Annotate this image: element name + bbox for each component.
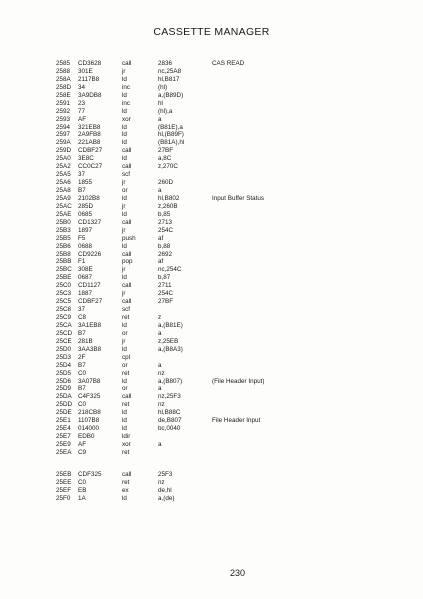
hex-bytes-cell: C0 (78, 401, 87, 409)
operand-cell: (B81E),a (158, 123, 183, 131)
listing-row (56, 116, 386, 124)
listing-row (56, 92, 386, 100)
operand-cell: nc,254C (158, 266, 182, 274)
hex-bytes-cell: 3A07B8 (78, 377, 101, 385)
hex-bytes-cell: 285D (78, 202, 94, 210)
operand-cell: 254C (158, 226, 174, 234)
mnemonic-cell: ld (122, 377, 127, 385)
listing-row (56, 179, 386, 187)
address-cell: 259D (56, 147, 72, 155)
hex-bytes-cell: CC0C27 (78, 163, 103, 171)
listing-row (56, 235, 386, 243)
address-cell: 25A6 (56, 179, 71, 187)
hex-bytes-cell: C0 (78, 478, 87, 486)
operand-cell: hl,B802 (158, 194, 180, 202)
mnemonic-cell: pop (122, 258, 133, 266)
hex-bytes-cell: 3A1EB8 (78, 321, 102, 329)
hex-bytes-cell: CD9226 (78, 250, 102, 258)
address-cell: 25EE (56, 478, 72, 486)
operand-cell: b,85 (158, 210, 171, 218)
hex-bytes-cell: 0688 (78, 242, 93, 250)
hex-bytes-cell: 1855 (78, 179, 93, 187)
mnemonic-cell: ld (122, 139, 127, 147)
operand-cell: nc,25A8 (158, 67, 182, 75)
address-cell: 258D (56, 83, 72, 91)
mnemonic-cell: ld (122, 345, 127, 353)
hex-bytes-cell: 281B (78, 337, 93, 345)
hex-bytes-cell: CDBF27 (78, 298, 103, 306)
address-cell: 25CE (56, 337, 72, 345)
listing-row (56, 471, 386, 479)
hex-bytes-cell: 37 (78, 171, 86, 179)
hex-bytes-cell: CDBF27 (78, 147, 103, 155)
hex-bytes-cell: CDF325 (78, 470, 102, 478)
operand-cell: a,(de) (158, 494, 175, 502)
listing-row (56, 274, 386, 282)
address-cell: 25D9 (56, 385, 72, 393)
listing-row (56, 84, 386, 92)
address-cell: 25C0 (56, 282, 72, 290)
address-cell: 25AC (56, 202, 72, 210)
mnemonic-cell: or (122, 187, 128, 194)
mnemonic-cell: inc (122, 83, 131, 91)
page-header: CASSETTE MANAGER (153, 26, 270, 38)
operand-cell: nz (158, 401, 165, 409)
operand-cell: 27BF (158, 298, 174, 306)
mnemonic-cell: xor (122, 115, 131, 123)
listing-gap (56, 457, 386, 471)
address-cell: 2588 (56, 67, 71, 75)
address-cell: 25B6 (56, 242, 71, 250)
address-cell: 25BB (56, 258, 72, 266)
hex-bytes-cell: F5 (78, 234, 86, 242)
hex-bytes-cell: 3A9DB8 (78, 91, 102, 99)
mnemonic-cell: ret (122, 478, 130, 486)
address-cell: 25D5 (56, 369, 72, 377)
operand-cell: a,(B89D) (158, 91, 184, 99)
page-number: 230 (230, 568, 246, 578)
comment-cell: File Header Input (212, 417, 261, 425)
address-cell: 258E (56, 91, 71, 99)
mnemonic-cell: push (122, 234, 136, 242)
operand-cell: a,(B807) (158, 377, 183, 385)
hex-bytes-cell: 0685 (78, 210, 93, 218)
address-cell: 25DA (56, 393, 72, 401)
address-cell: 25A2 (56, 163, 71, 171)
hex-bytes-cell: AF (78, 441, 87, 448)
disassembly-listing (56, 60, 386, 503)
mnemonic-cell: ret (122, 448, 130, 456)
hex-bytes-cell: 2A9FB8 (78, 131, 101, 139)
hex-bytes-cell: 218CB8 (78, 409, 101, 417)
mnemonic-cell: ld (122, 155, 127, 163)
listing-row (56, 479, 386, 487)
address-cell: 25CA (56, 321, 72, 329)
listing-row (56, 354, 386, 362)
hex-bytes-cell: 301E (78, 67, 93, 75)
hex-bytes-cell: 3AA3B8 (78, 345, 102, 353)
listing-row (56, 243, 386, 251)
mnemonic-cell: ld (122, 210, 127, 218)
listing-row (56, 195, 386, 203)
listing-row (56, 251, 386, 259)
address-cell: 25A0 (56, 155, 71, 163)
hex-bytes-cell: 3E8C (78, 155, 94, 163)
listing-row (56, 187, 386, 195)
listing-row (56, 314, 386, 322)
listing-row (56, 370, 386, 378)
address-cell: 25F0 (56, 494, 71, 502)
operand-cell: 27BF (158, 147, 174, 155)
mnemonic-cell: or (122, 385, 128, 393)
mnemonic-cell: ret (122, 369, 130, 377)
operand-cell: a (158, 115, 162, 123)
listing-row (56, 171, 386, 179)
address-cell: 2585 (56, 60, 71, 67)
operand-cell: 25F3 (158, 470, 173, 478)
address-cell: 25B0 (56, 218, 71, 226)
address-cell: 25A9 (56, 194, 71, 202)
listing-row (56, 76, 386, 84)
hex-bytes-cell: EDB0 (78, 433, 95, 441)
listing-row (56, 124, 386, 132)
operand-cell: af (158, 258, 164, 266)
mnemonic-cell: call (122, 393, 132, 401)
hex-bytes-cell: 308E (78, 266, 93, 274)
hex-bytes-cell: 1887 (78, 290, 93, 298)
operand-cell: nz (158, 478, 165, 486)
listing-row (56, 495, 386, 503)
mnemonic-cell: jr (122, 67, 126, 75)
hex-bytes-cell: B7 (78, 361, 86, 369)
operand-cell: b,88 (158, 242, 171, 250)
listing-row (56, 409, 386, 417)
mnemonic-cell: ld (122, 75, 127, 83)
comment-cell: Input Buffer Status (212, 194, 265, 202)
address-cell: 258A (56, 75, 71, 83)
mnemonic-cell: cpl (122, 353, 131, 361)
mnemonic-cell: jr (122, 226, 126, 234)
hex-bytes-cell: 1A (78, 494, 86, 502)
hex-bytes-cell: C4F325 (78, 393, 101, 401)
hex-bytes-cell: 77 (78, 107, 86, 115)
mnemonic-cell: ld (122, 274, 127, 282)
address-cell: 25C8 (56, 306, 72, 314)
address-cell: 25B5 (56, 234, 71, 242)
listing-row (56, 385, 386, 393)
operand-cell: 254C (158, 290, 174, 298)
operand-cell: hl,B88C (158, 409, 181, 417)
listing-row (56, 266, 386, 274)
mnemonic-cell: ld (122, 107, 127, 115)
operand-cell: nz,25F3 (158, 393, 181, 401)
address-cell: 25D3 (56, 353, 72, 361)
listing-row (56, 433, 386, 441)
address-cell: 25E9 (56, 441, 71, 448)
listing-row (56, 330, 386, 338)
address-cell: 25DD (56, 401, 73, 409)
operand-cell: (hl) (158, 83, 168, 91)
listing-row (56, 306, 386, 314)
address-cell: 25DE (56, 409, 72, 417)
listing-row (56, 68, 386, 76)
listing-row (56, 211, 386, 219)
listing-row (56, 449, 386, 457)
comment-cell: (File Header Input) (212, 377, 265, 385)
hex-bytes-cell: 221AB8 (78, 139, 101, 147)
operand-cell: a (158, 361, 162, 369)
address-cell: 25B3 (56, 226, 71, 234)
listing-row (56, 203, 386, 211)
operand-cell: 2692 (158, 250, 173, 258)
mnemonic-cell: ld (122, 242, 127, 250)
hex-bytes-cell: 2102B8 (78, 194, 100, 202)
operand-cell: a,(B81E) (158, 321, 183, 329)
operand-cell: (hl),a (158, 107, 173, 115)
listing-row (56, 108, 386, 116)
address-cell: 25B8 (56, 250, 71, 258)
listing-row (56, 378, 386, 386)
hex-bytes-cell: C8 (78, 314, 87, 321)
listing-row (56, 131, 386, 139)
mnemonic-cell: jr (122, 179, 126, 187)
address-cell: 25A5 (56, 171, 71, 179)
mnemonic-cell: ld (122, 417, 127, 425)
hex-bytes-cell: 1897 (78, 226, 93, 234)
mnemonic-cell: call (122, 250, 132, 258)
listing-row (56, 401, 386, 409)
mnemonic-cell: ld (122, 409, 127, 417)
operand-cell: (B81A),hl (158, 139, 185, 147)
mnemonic-cell: ld (122, 123, 127, 131)
operand-cell: a,8C (158, 155, 172, 163)
mnemonic-cell: ld (122, 131, 127, 139)
listing-row (56, 425, 386, 433)
mnemonic-cell: jr (122, 337, 126, 345)
operand-cell: 260D (158, 179, 174, 187)
listing-row (56, 219, 386, 227)
address-cell: 25C5 (56, 298, 72, 306)
listing-row (56, 362, 386, 370)
hex-bytes-cell: CD1327 (78, 218, 102, 226)
address-cell: 25E1 (56, 417, 71, 425)
address-cell: 25AE (56, 210, 72, 218)
operand-cell: a (158, 385, 162, 393)
mnemonic-cell: ld (122, 91, 127, 99)
hex-bytes-cell: B7 (78, 187, 86, 194)
comment-cell: CAS READ (212, 60, 245, 67)
mnemonic-cell: call (122, 163, 132, 171)
mnemonic-cell: or (122, 361, 128, 369)
address-cell: 25C9 (56, 314, 72, 321)
address-cell: 25D0 (56, 345, 72, 353)
listing-row (56, 155, 386, 163)
operand-cell: 2711 (158, 282, 172, 290)
hex-bytes-cell: B7 (78, 329, 86, 337)
listing-row (56, 346, 386, 354)
operand-cell: a (158, 187, 162, 194)
hex-bytes-cell: B7 (78, 385, 86, 393)
listing-row (56, 139, 386, 147)
hex-bytes-cell: 23 (78, 99, 86, 107)
address-cell: 25EA (56, 448, 72, 456)
mnemonic-cell: jr (122, 266, 126, 274)
hex-bytes-cell: 2F (78, 353, 86, 361)
listing-row (56, 163, 386, 171)
hex-bytes-cell: 1107B8 (78, 417, 100, 425)
operand-cell: a (158, 441, 162, 448)
hex-bytes-cell: C0 (78, 369, 87, 377)
listing-row (56, 290, 386, 298)
listing-row (56, 322, 386, 330)
operand-cell: af (158, 234, 164, 242)
mnemonic-cell: scf (122, 171, 131, 179)
mnemonic-cell: ret (122, 401, 130, 409)
listing-row (56, 417, 386, 425)
mnemonic-cell: jr (122, 290, 126, 298)
operand-cell: a (158, 329, 162, 337)
address-cell: 25EB (56, 470, 72, 478)
hex-bytes-cell: EB (78, 486, 87, 494)
operand-cell: nz (158, 369, 165, 377)
operand-cell: z (158, 314, 162, 321)
operand-cell: z,25EB (158, 337, 179, 345)
operand-cell: b,87 (158, 274, 171, 282)
hex-bytes-cell: CD1127 (78, 282, 101, 290)
hex-bytes-cell: 37 (78, 306, 86, 314)
operand-cell: 2836 (158, 60, 173, 67)
mnemonic-cell: ld (122, 425, 127, 433)
hex-bytes-cell: CD3628 (78, 60, 102, 67)
address-cell: 259A (56, 139, 71, 147)
operand-cell: z,270C (158, 163, 178, 171)
listing-row (56, 338, 386, 346)
hex-bytes-cell: 34 (78, 83, 86, 91)
address-cell: 25D6 (56, 377, 72, 385)
operand-cell: de,hl (158, 486, 172, 494)
listing-row (56, 258, 386, 266)
mnemonic-cell: xor (122, 441, 131, 448)
address-cell: 25CD (56, 329, 73, 337)
hex-bytes-cell: C9 (78, 448, 87, 456)
address-cell: 2591 (56, 99, 71, 107)
mnemonic-cell: ex (122, 486, 129, 494)
operand-cell: de,B807 (158, 417, 182, 425)
address-cell: 25E7 (56, 433, 71, 441)
address-cell: 25D4 (56, 361, 72, 369)
address-cell: 2597 (56, 131, 71, 139)
address-cell: 25EF (56, 486, 72, 494)
mnemonic-cell: ld (122, 194, 127, 202)
mnemonic-cell: or (122, 329, 128, 337)
address-cell: 2592 (56, 107, 71, 115)
hex-bytes-cell: 0687 (78, 274, 93, 282)
mnemonic-cell: call (122, 60, 132, 67)
mnemonic-cell: call (122, 470, 132, 478)
listing-row (56, 282, 386, 290)
listing-row (56, 100, 386, 108)
listing-row (56, 60, 386, 68)
mnemonic-cell: inc (122, 99, 131, 107)
listing-row (56, 147, 386, 155)
mnemonic-cell: jr (122, 202, 126, 210)
mnemonic-cell: call (122, 147, 132, 155)
mnemonic-cell: ld (122, 321, 127, 329)
listing-row (56, 393, 386, 401)
mnemonic-cell: call (122, 282, 132, 290)
mnemonic-cell: ld (122, 494, 127, 502)
listing-row (56, 441, 386, 449)
address-cell: 25C3 (56, 290, 72, 298)
operand-cell: a,(B8A3) (158, 345, 183, 353)
mnemonic-cell: ldir (122, 433, 131, 441)
operand-cell: hl,(B89F) (158, 131, 184, 139)
hex-bytes-cell: AF (78, 115, 87, 123)
mnemonic-cell: call (122, 298, 132, 306)
address-cell: 2593 (56, 115, 71, 123)
address-cell: 25BC (56, 266, 72, 274)
address-cell: 2594 (56, 123, 71, 131)
listing-row (56, 227, 386, 235)
operand-cell: z,260B (158, 202, 178, 210)
mnemonic-cell: ret (122, 314, 130, 321)
hex-bytes-cell: 2117B8 (78, 75, 100, 83)
mnemonic-cell: scf (122, 306, 131, 314)
operand-cell: 2713 (158, 218, 173, 226)
listing-row (56, 487, 386, 495)
operand-cell: bc,0040 (158, 425, 181, 433)
operand-cell: hl (158, 99, 163, 107)
hex-bytes-cell: 321EB8 (78, 123, 101, 131)
listing-row (56, 298, 386, 306)
hex-bytes-cell: 014000 (78, 425, 100, 433)
address-cell: 25E4 (56, 425, 71, 433)
hex-bytes-cell: F1 (78, 258, 86, 266)
address-cell: 25A8 (56, 187, 71, 194)
operand-cell: hl,B817 (158, 75, 180, 83)
address-cell: 25BE (56, 274, 72, 282)
mnemonic-cell: call (122, 218, 132, 226)
